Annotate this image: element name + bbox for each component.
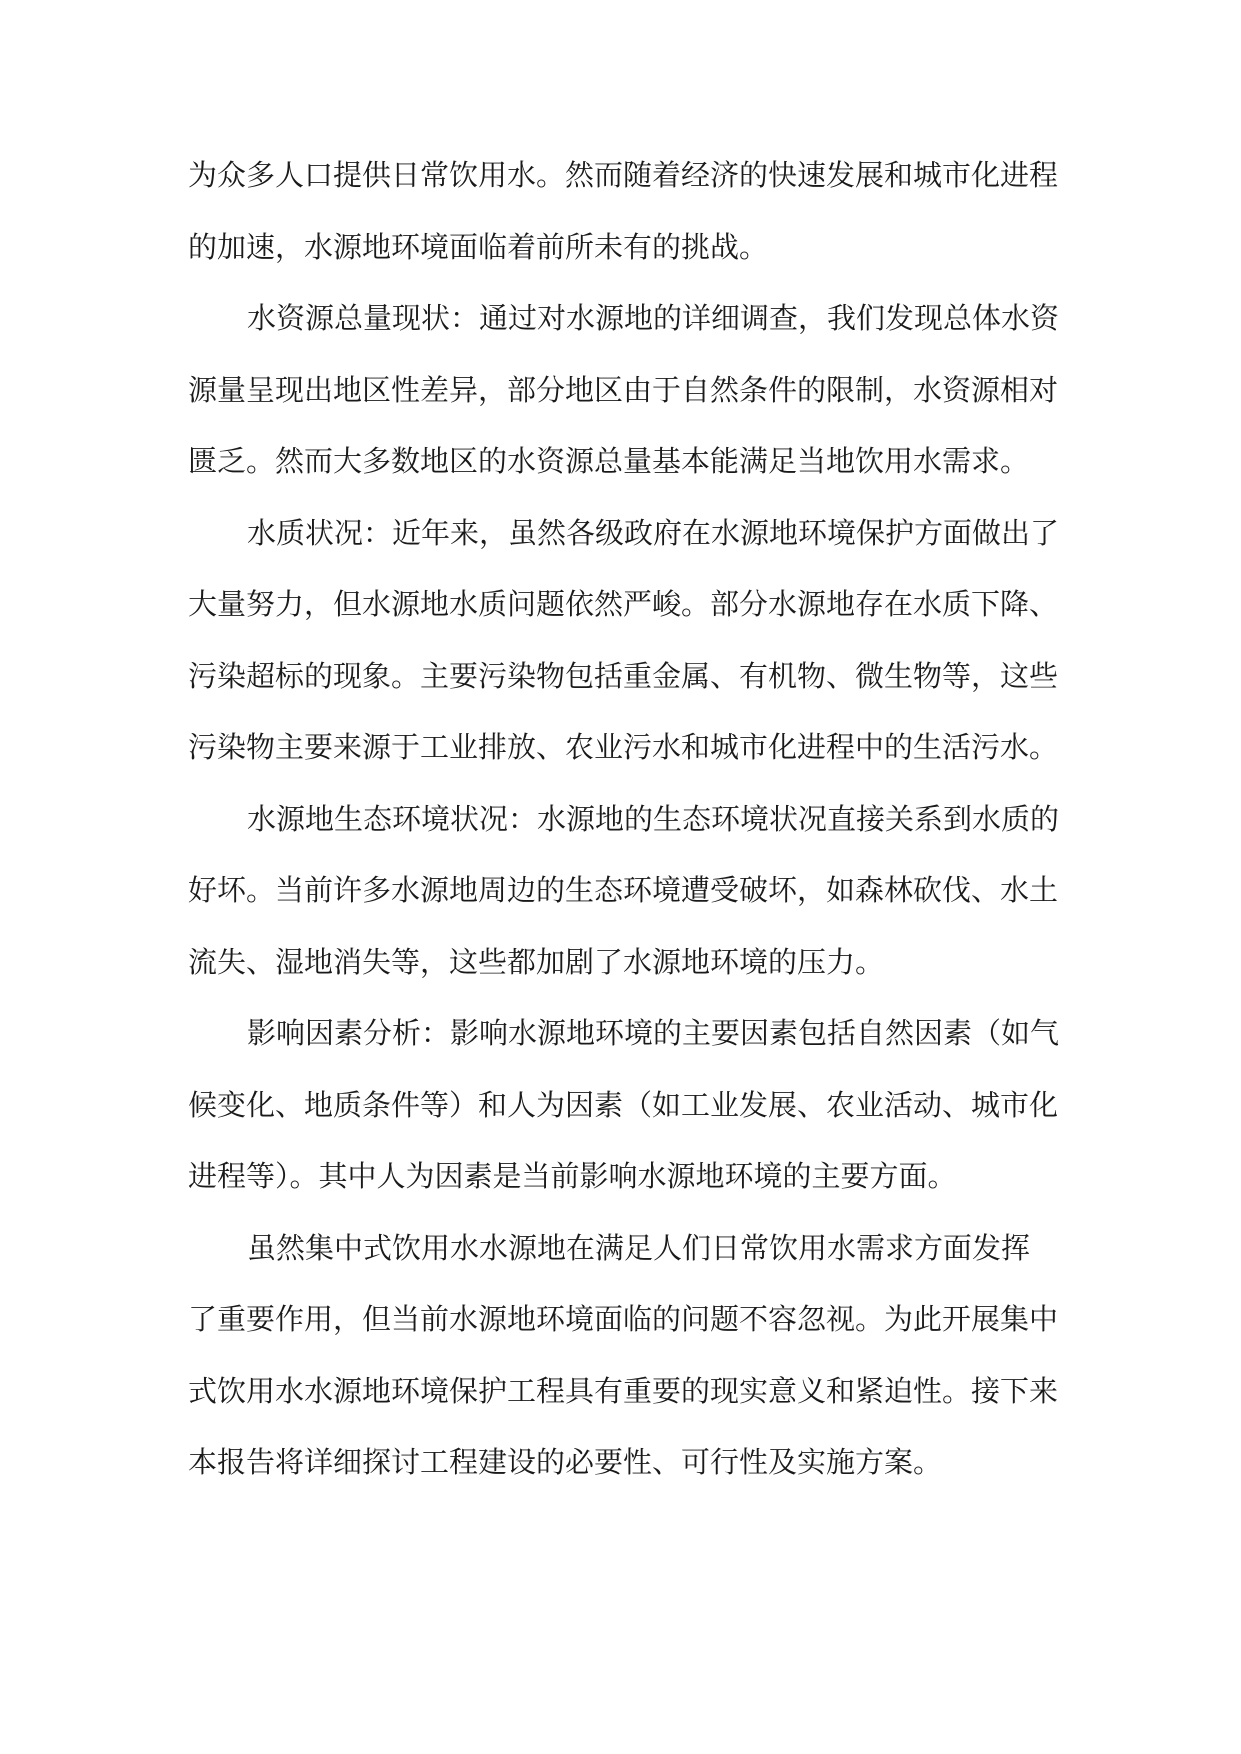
text-line: 水质状况：近年来，虽然各级政府在水源地环境保护方面做出了 (247, 515, 1060, 550)
paragraph-conclusion (188, 1213, 1068, 1499)
text-line: 候变化、地质条件等）和人为因素（如工业发展、农业活动、城市化 (188, 1087, 1059, 1122)
paragraph-intro-continuation (188, 140, 1068, 283)
text-line: 水源地生态环境状况：水源地的生态环境状况直接关系到水质的 (247, 801, 1060, 836)
text-line: 源量呈现出地区性差异，部分地区由于自然条件的限制，水资源相对 (188, 372, 1059, 407)
text-line: 虽然集中式饮用水水源地在满足人们日常饮用水需求方面发挥 (247, 1230, 1031, 1265)
text-line: 污染物主要来源于工业排放、农业污水和城市化进程中的生活污水。 (188, 730, 1059, 764)
text-line: 匮乏。然而大多数地区的水资源总量基本能满足当地饮用水需求。 (188, 444, 1030, 478)
text-line: 好坏。当前许多水源地周边的生态环境遭受破坏，如森林砍伐、水土 (188, 873, 1059, 907)
paragraph-water-quality (188, 498, 1068, 784)
paragraph-factors (188, 998, 1068, 1213)
text-line: 污染超标的现象。主要污染物包括重金属、有机物、微生物等，这些 (188, 658, 1059, 693)
text-line: 进程等）。其中人为因素是当前影响水源地环境的主要方面。 (188, 1159, 957, 1193)
text-line: 了重要作用，但当前水源地环境面临的问题不容忽视。为此开展集中 (188, 1302, 1059, 1336)
body-text (188, 140, 1068, 1499)
text-line: 为众多人口提供日常饮用水。然而随着经济的快速发展和城市化进程 (188, 158, 1059, 192)
paragraph-water-resources (188, 283, 1068, 498)
paragraph-ecology (188, 784, 1068, 999)
text-line: 的加速，水源地环境面临着前所未有的挑战。 (188, 229, 769, 264)
text-line: 本报告将详细探讨工程建设的必要性、可行性及实施方案。 (188, 1445, 943, 1479)
text-line: 流失、湿地消失等，这些都加剧了水源地环境的压力。 (188, 944, 885, 979)
text-line: 影响因素分析：影响水源地环境的主要因素包括自然因素（如气 (247, 1016, 1060, 1050)
text-line: 式饮用水水源地环境保护工程具有重要的现实意义和紧迫性。接下来 (188, 1373, 1059, 1408)
text-line: 大量努力，但水源地水质问题依然严峻。部分水源地存在水质下降、 (188, 587, 1059, 621)
text-line: 水资源总量现状：通过对水源地的详细调查，我们发现总体水资 (247, 301, 1060, 335)
